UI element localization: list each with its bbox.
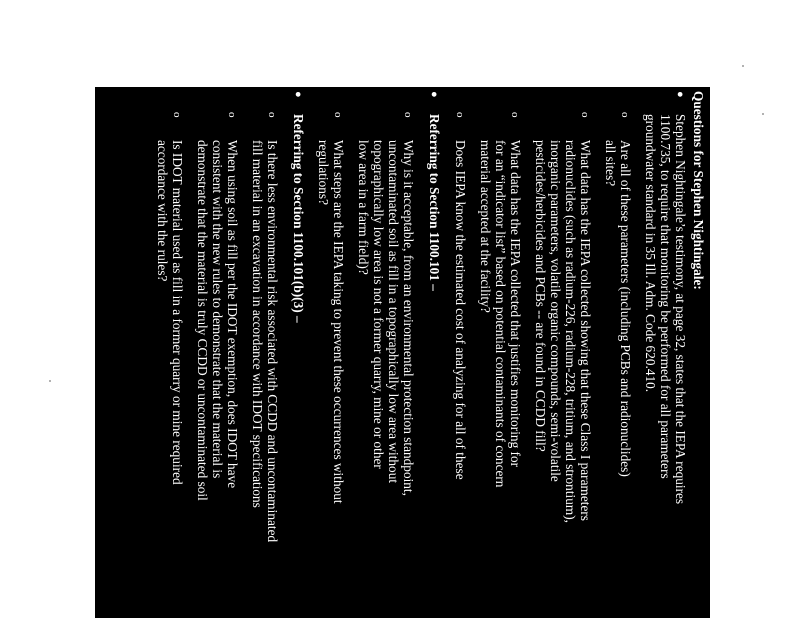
sub-bullet-icon: o <box>226 112 238 118</box>
page-heading: Questions for Stephen Nightingale: <box>691 91 706 290</box>
question-line: for an “indicator list” based on potential contaminants of concern <box>493 140 508 488</box>
question-line: Why is it acceptable, from an environmental protection standpoint, <box>401 140 416 496</box>
question-line: material accepted at the facility? <box>478 140 493 313</box>
bullet-dot-icon: ● <box>428 91 440 98</box>
question-line: Stephen Nightingale’s testimony, at page 32, states that the IEPA requires <box>673 114 688 505</box>
scan-speck <box>49 380 51 382</box>
question-line: all sites? <box>603 140 618 187</box>
question-line: Is IDOT material used as fill in a former quarry or mine required <box>170 140 185 485</box>
question-line: accordance with the rules? <box>155 140 170 282</box>
sub-bullet-icon: o <box>509 112 521 118</box>
question-line: fill material in an excavation in accordance with IDOT specifications <box>250 140 265 508</box>
scan-speck <box>742 65 744 67</box>
question-line: groundwater standard in 35 Ill. Adm. Code 620.410. <box>643 114 658 393</box>
sub-bullet-icon: o <box>454 112 466 118</box>
question-line: What data has the IEPA collected that justifies monitoring for <box>508 140 523 468</box>
question-line: Is there less environmental risk associated with CCDD and uncontaminated <box>265 140 280 543</box>
bullet-dot-icon: ● <box>292 91 304 98</box>
rotated-document-text <box>95 87 710 618</box>
question-line: topographically low area is not a former quarry, mine or other <box>371 140 386 469</box>
scanned-page <box>95 87 710 618</box>
question-line: consistent with the new rules to demonstrate that the material is <box>210 140 225 479</box>
question-line: low area in a farm field)? <box>356 140 371 275</box>
question-line: What steps are the IEPA taking to prevent these occurrences without <box>331 140 346 504</box>
section-heading: Referring to Section 1100.101 – <box>427 114 442 291</box>
question-line: 1100.735, to require that monitoring be performed for all parameters <box>658 114 673 479</box>
sub-bullet-icon: o <box>171 112 183 118</box>
bullet-dot-icon: ● <box>674 91 686 98</box>
question-line: pesticides/herbicides and PCBs -- are found in CCDD fill? <box>533 140 548 452</box>
question-line: regulations? <box>316 140 331 205</box>
section-heading: Referring to Section 1100.101(b)(3) – <box>291 114 306 323</box>
question-line: uncontaminated soil as fill in a topographically low area without <box>386 140 401 484</box>
scan-speck <box>762 113 764 115</box>
sub-bullet-icon: o <box>266 112 278 118</box>
question-line: radionuclides (such as radium-226, radium-228, tritium, and strontium), <box>563 140 578 523</box>
sub-bullet-icon: o <box>332 112 344 118</box>
sub-bullet-icon: o <box>402 112 414 118</box>
question-line: inorganic parameters, volatile organic compounds, semi-volatile <box>548 140 563 482</box>
question-line: Does IEPA know the estimated cost of analyzing for all of these <box>453 140 468 480</box>
question-line: When using soil as fill per the IDOT exemption, does IDOT have <box>225 140 240 489</box>
question-line: What data has the IEPA collected showing that these Class I parameters <box>578 140 593 521</box>
question-line: Are all of these parameters (including PCBs and radionuclides) <box>618 140 633 477</box>
question-line: demonstrate that the material is truly CCDD or uncontaminated soil <box>195 140 210 501</box>
sub-bullet-icon: o <box>579 112 591 118</box>
sub-bullet-icon: o <box>619 112 631 118</box>
